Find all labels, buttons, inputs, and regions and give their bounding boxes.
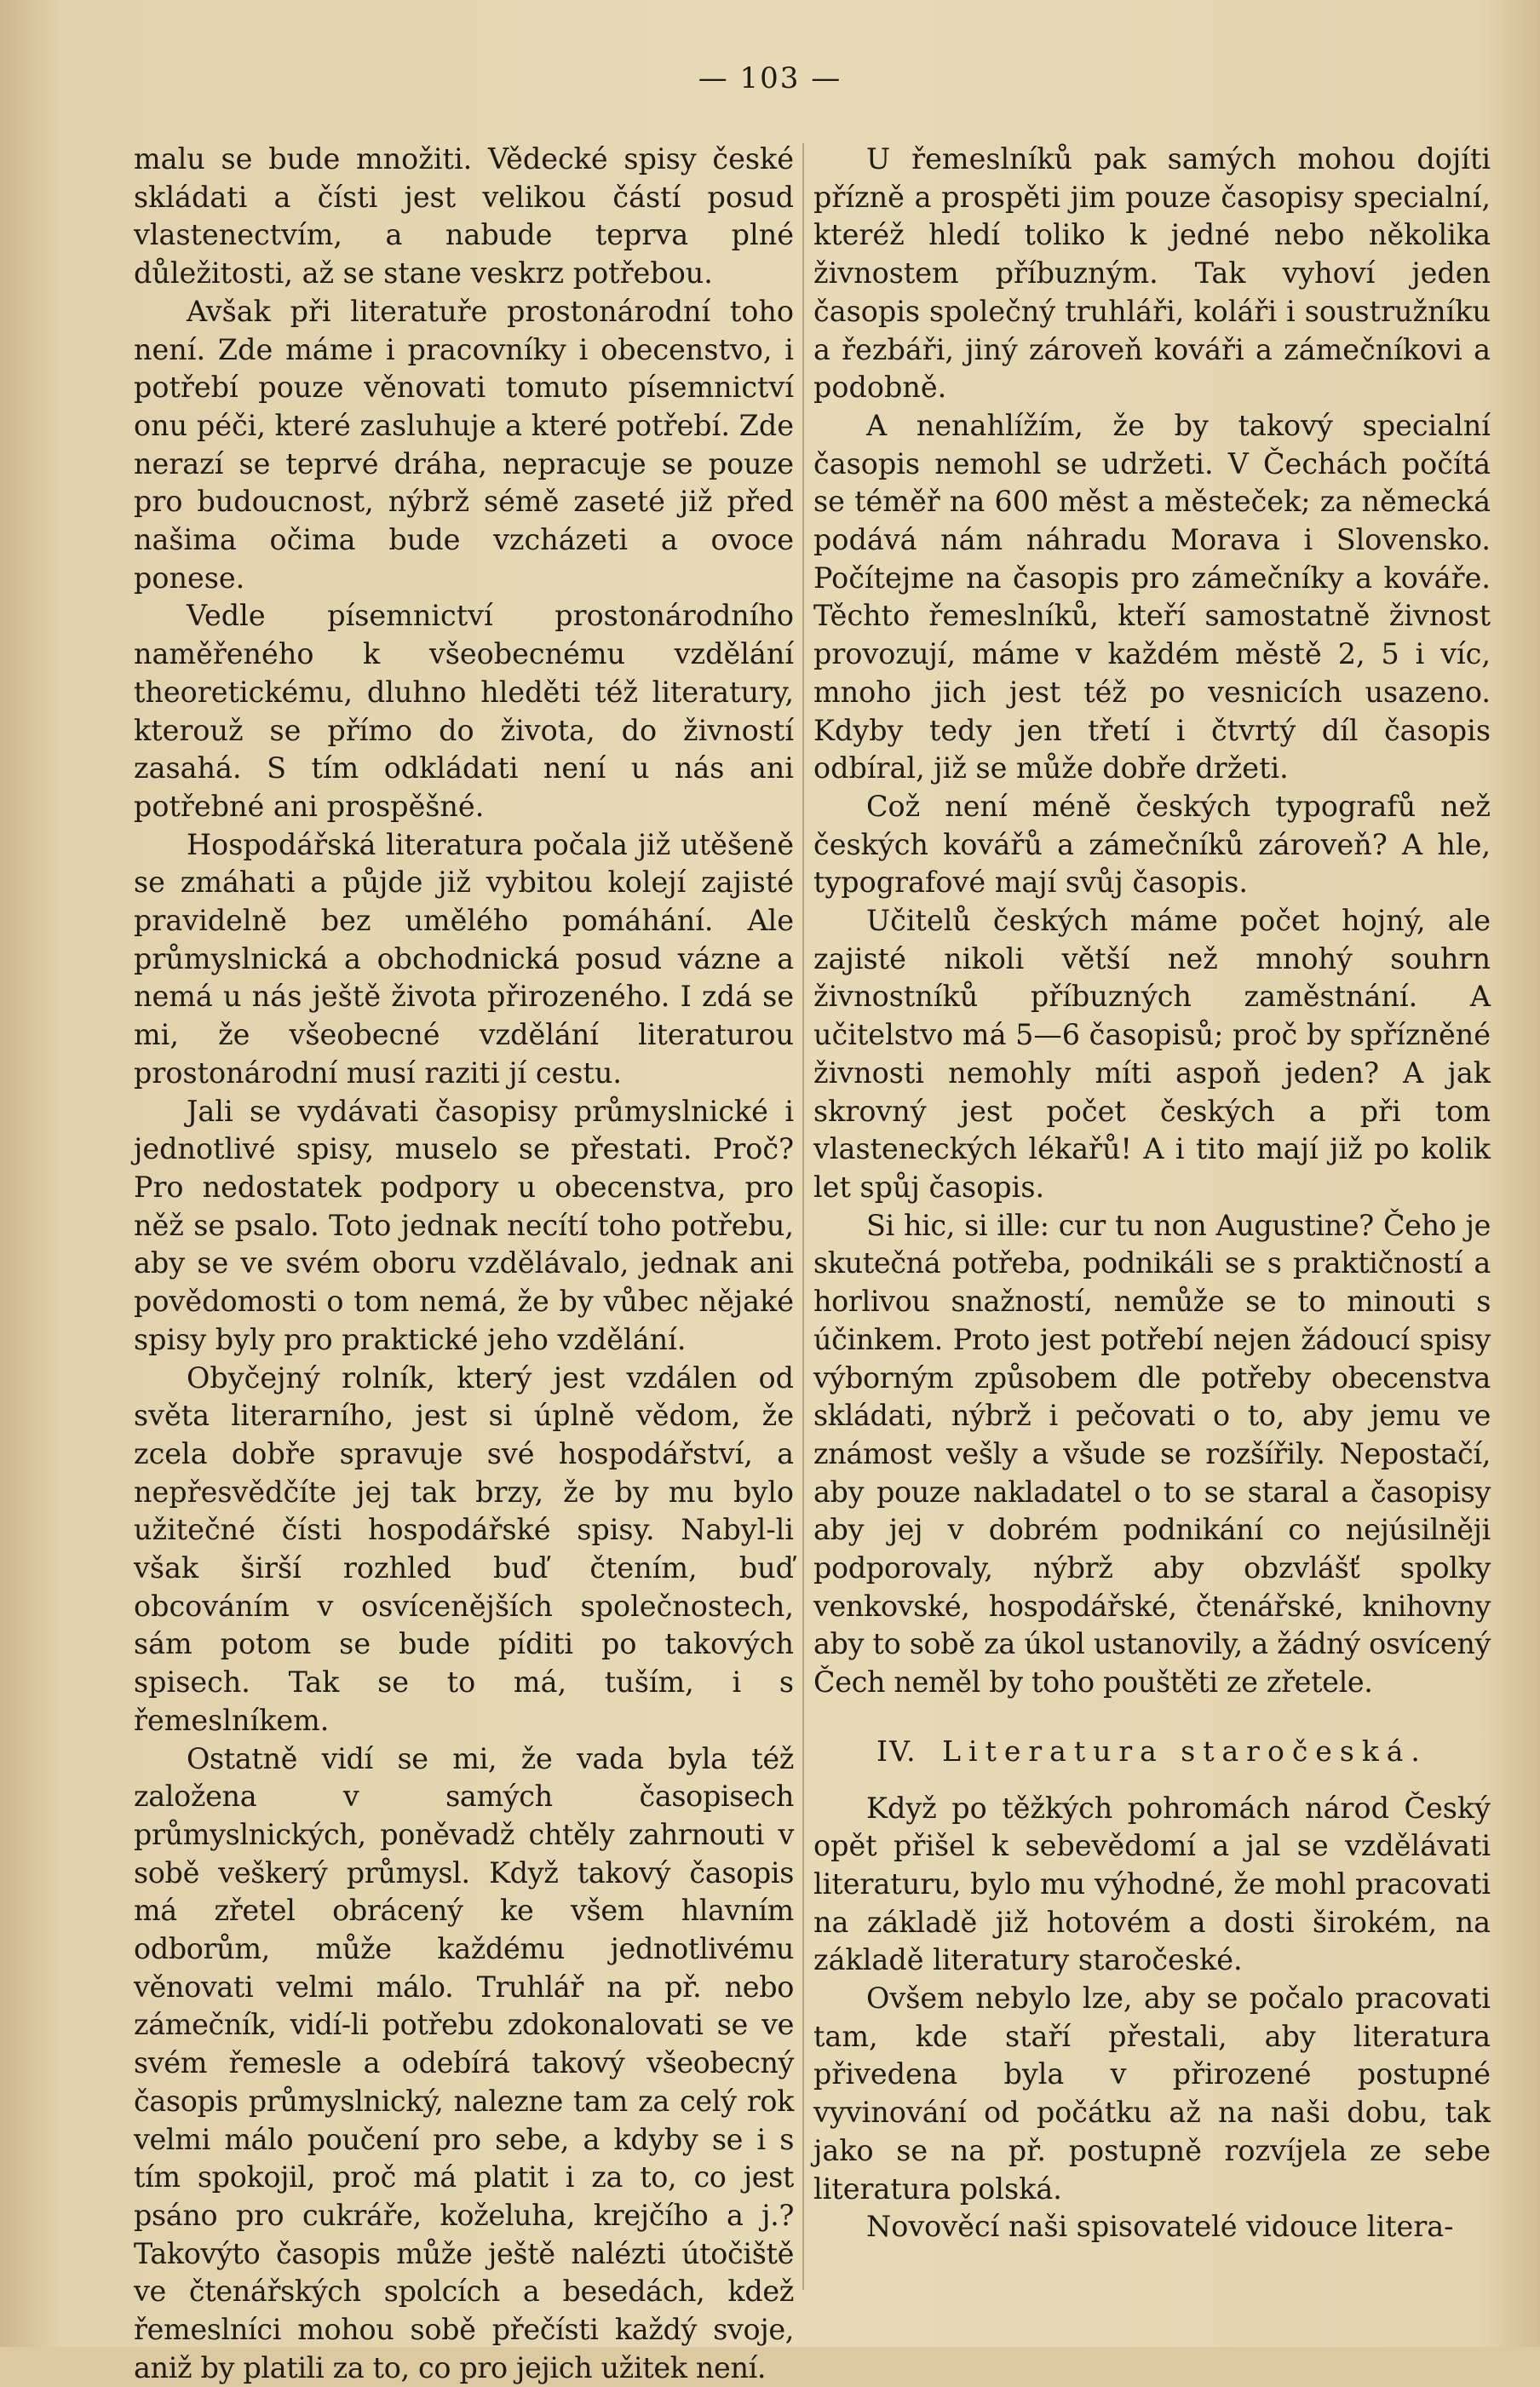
section-number: IV.: [876, 1734, 917, 1768]
right-column: [813, 141, 1491, 2246]
left-column: [134, 141, 794, 2387]
column-divider: [802, 143, 804, 2290]
paragraph: Ovšem nebylo lze, aby se počalo pracovati tam, kde staří přestali, aby literatura přivedena byla v přirozené postupné vyvinování od počátku až na naši dobu, tak jako se na př. postupně rozvíjela ze sebe literatura polská.: [813, 1981, 1491, 2206]
section-title: Literatura staročeská.: [942, 1734, 1428, 1768]
paragraph: Učitelů českých máme počet hojný, ale zajisté nikoli větší než mnohý souhrn živnostníků příbuzných zaměstnání. A učitelstvo má 5—6 časopisů; proč by spřízněné živnosti nemohly míti aspoň jeden? A jak skrovný jest počet českých a při tom vlasteneckých lékařů! A i tito mají již po kolik let spůj časopis.: [813, 904, 1491, 1204]
paragraph: U řemeslníků pak samých mohou dojíti přízně a prospěti jim pouze časopisy specialní, kteréž hledí toliko k jedné nebo několika živnostem příbuzným. Tak vyhoví jeden časopis společný truhláři, koláři i soustružníku a řezbáři, jiný zároveň kováři a zámečníkovi a podobně.: [813, 142, 1491, 405]
paragraph: Když po těžkých pohromách národ Český opět přišel k sebevědomí a jal se vzdělávati literaturu, bylo mu výhodné, že mohl pracovati na základě již hotovém a dosti širokém, na základě literatury staročeské.: [813, 1791, 1491, 1977]
paragraph: Hospodářská literatura počala již utěšeně se zmáhati a půjde již vybitou kolejí zajisté pravidelně bez umělého pomáhání. Ale průmyslnická a obchodnická posud vázne a nemá u nás ještě života přirozeného. I zdá se mi, že všeobecné vzdělání literaturou prostonárodní musí raziti jí cestu.: [134, 827, 794, 1090]
paragraph: Novověcí naši spisovatelé vidouce litera-: [866, 2210, 1454, 2244]
paragraph: malu se bude množiti. Vědecké spisy české skládati a čísti jest velikou částí posud vlastenectvím, a nabude teprva plné důležitosti, až se stane veskrz potřebou.: [134, 142, 794, 290]
paragraph: A nenahlížím, že by takový specialní časopis nemohl se udržeti. V Čechách počítá se téměř na 600 měst a městeček; za německá podává nám náhradu Morava i Slovensko. Počítejme na časopis pro zámečníky a kováře. Těchto řemeslníků, kteří samostatně živnost provozují, máme v každém městě 2, 5 i víc, mnoho jich jest též po vesnicích usazeno. Kdyby tedy jen třetí i čtvrtý díl časopis odbíral, již se může dobře držeti.: [813, 408, 1491, 785]
paragraph: Což není méně českých typografů než českých kovářů a zámečníků zároveň? A hle, typografové mají svůj časopis.: [813, 789, 1491, 900]
paragraph: Si hic, si ille: cur tu non Augustine? Čeho je skutečná potřeba, podnikáli se s praktičností a horlivou snažností, nemůže se to minouti s účinkem. Proto jest potřebí nejen žádoucí spisy výborným způsobem dle potřeby obecenstva skládati, nýbrž i pečovati o to, aby jemu ve známost vešly a všude se rozšířily. Nepostačí, aby pouze nakladatel o to se staral a časopisy aby jej v dobrém podnikání co nejúsilněji podporovaly, nýbrž aby obzvlášť spolky venkovské, hospodářské, čtenářské, knihovny aby to sobě za úkol ustanovily, a žádný osvícený Čech neměl by toho pouštěti ze zřetele.: [813, 1208, 1491, 1700]
paragraph: Avšak při literatuře prostonárodní toho není. Zde máme i pracovníky i obecenstvo, i potřebí pouze věnovati tomuto písemnictví onu péči, které zasluhuje a které potřebí. Zde nerazí se teprvé dráha, nepracuje se pouze pro budoucnost, nýbrž sémě zaseté již před našima očima bude vzcházeti a ovoce ponese.: [134, 294, 794, 595]
paragraph: Jali se vydávati časopisy průmyslnické i jednotlivé spisy, muselo se přestati. Proč? Pro nedostatek podpory u obecenstva, pro něž se psalo. Toto jednak necítí toho potřebu, aby se ve svém oboru vzdělávalo, jednak ani povědomosti o tom nemá, že by vůbec nějaké spisy byly pro praktické jeho vzdělání.: [134, 1094, 794, 1356]
page-number: — 103 —: [698, 61, 842, 95]
paragraph: Ostatně vidí se mi, že vada byla též založena v samých časopisech průmyslnických, poněvadž chtěly zahrnouti v sobě veškerý průmysl. Když takový časopis má zřetel obrácený ke všem hlavním odborům, může každému jednotlivému věnovati velmi málo. Truhlář na př. nebo zámečník, vidí-li potřebu zdokonalovati se ve svém řemesle a odebírá takový všeobecný časopis průmyslnický, nalezne tam za celý rok velmi málo poučení pro sebe, a kdyby se i s tím spokojil, proč má platit i za to, co jest psáno pro cukráře, koželuha, krejčího a j.? Takovýto časopis může ještě nalézti útočiště ve čtenářských spolcích a besedách, kdež řemeslníci mohou sobě přečísti každý svoje, aniž by platili za to, co pro jejich užitek není.: [134, 1741, 794, 2384]
section-heading: [813, 1733, 1491, 1771]
paragraph: Vedle písemnictví prostonárodního naměřeného k všeobecnému vzdělání theoretickému, dluhno hleděti též literatury, kterouž se přímo do života, do živností zasahá. S tím odkládati není u nás ani potřebné ani prospěšné.: [134, 599, 794, 823]
paragraph: Obyčejný rolník, který jest vzdálen od světa literarního, jest si úplně vědom, že zcela dobře spravuje své hospodářství, a nepřesvědčíte jej tak brzy, že by mu bylo užitečné čísti hospodářské spisy. Nabyl-li však širší rozhled buď čtením, buď obcováním v osvícenějších společnostech, sám potom se bude píditi po takových spisech. Tak se to má, tuším, i s řemeslníkem.: [134, 1360, 794, 1737]
